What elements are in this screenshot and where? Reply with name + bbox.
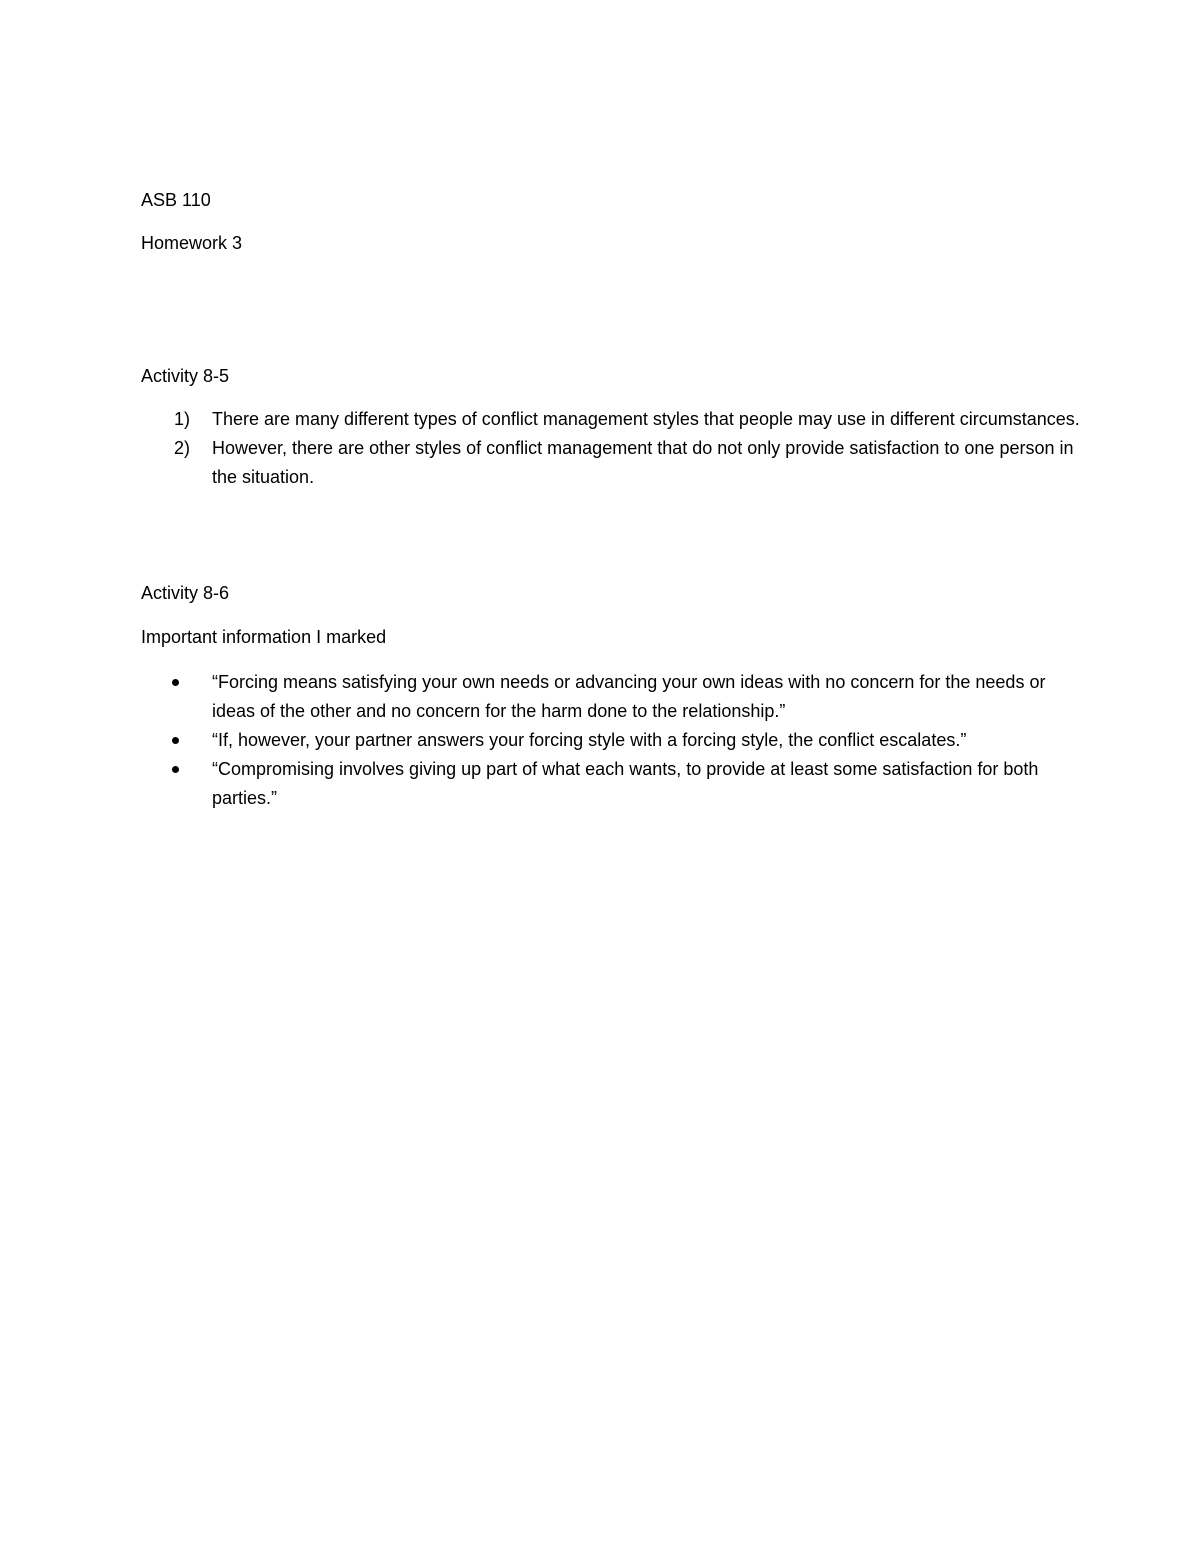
list-item-text: There are many different types of conflict management styles that people may use in different circumstances. (212, 409, 1080, 429)
section-subtitle: Important information I marked (141, 627, 387, 647)
assignment-title: Homework 3 (141, 233, 243, 253)
list-number: 2) (174, 438, 191, 458)
list-item-text: However, there are other styles of conflict management that do not only provide satisfaction to one person in the situation. (212, 438, 1074, 487)
list-item (141, 726, 1081, 755)
list-item-text: “If, however, your partner answers your forcing style with a forcing style, the conflict escalates.” (212, 730, 967, 750)
list-item (141, 405, 1081, 434)
section-heading-activity-8-5: Activity 8-5 (141, 366, 230, 386)
section-heading-activity-8-6: Activity 8-6 (141, 583, 230, 603)
bullet-list (141, 668, 1081, 813)
bullet-icon (172, 737, 179, 744)
list-item-text: “Forcing means satisfying your own needs or advancing your own ideas with no concern for the needs or ideas of the other and no concern for the harm done to the relationship.” (212, 672, 1046, 721)
list-item (141, 434, 1081, 492)
course-code: ASB 110 (141, 190, 211, 210)
list-item (141, 755, 1081, 813)
list-item-text: “Compromising involves giving up part of what each wants, to provide at least some satisfaction for both parties.” (212, 759, 1039, 808)
list-item (141, 668, 1081, 726)
bullet-icon (172, 766, 179, 773)
numbered-list (141, 405, 1081, 492)
bullet-icon (172, 679, 179, 686)
list-number: 1) (174, 409, 191, 429)
